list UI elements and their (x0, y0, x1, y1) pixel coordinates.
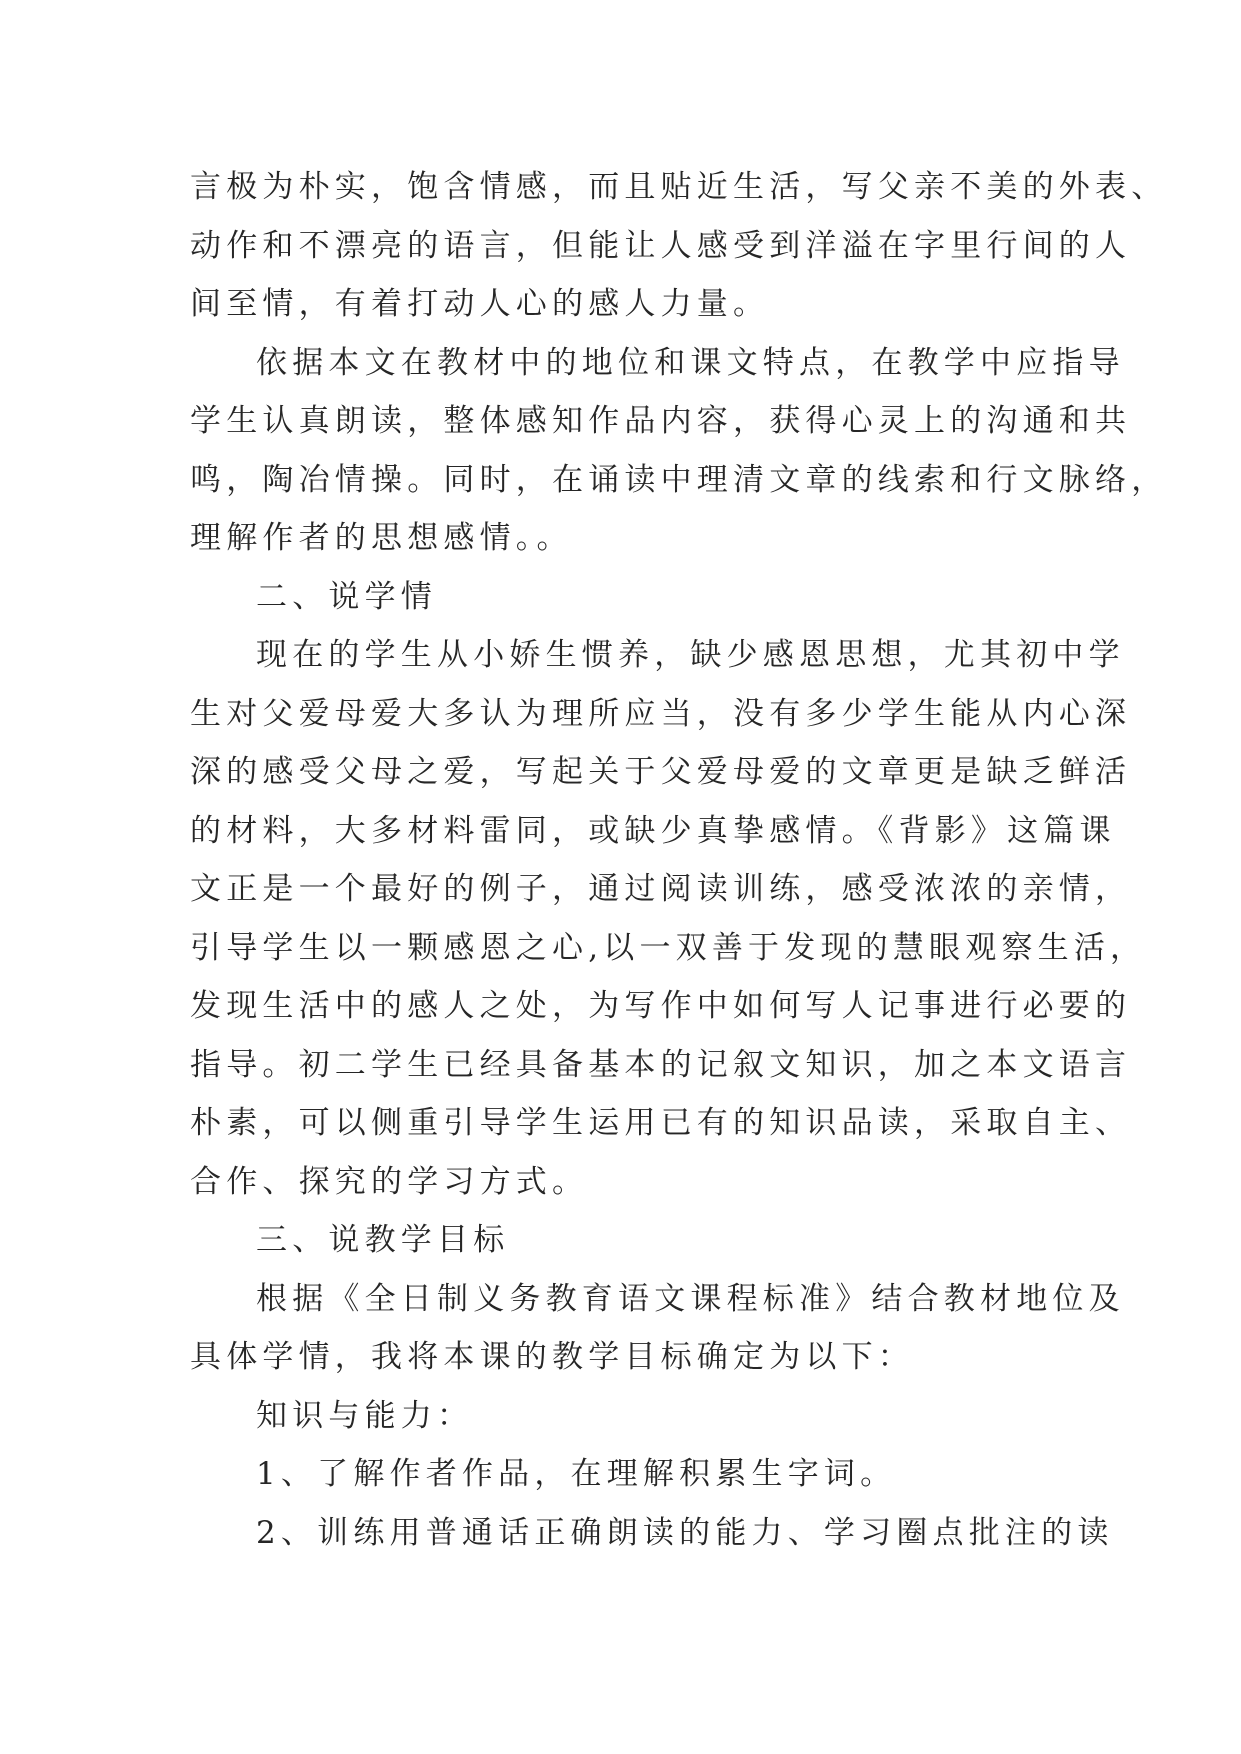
text-line: 文正是一个最好的例子，通过阅读训练，感受浓浓的亲情， (190, 871, 1132, 907)
section-heading-student-situation: 二、说学情 (256, 578, 437, 615)
text-line: 生对父爱母爱大多认为理所应当，没有多少学生能从内心深 (190, 695, 1132, 732)
document-body (190, 158, 1168, 1562)
text-line: 引导学生以一颗感恩之心,以一双善于发现的慧眼观察生活， (190, 929, 1147, 966)
paragraph-students (190, 626, 1147, 1211)
text-line: 现在的学生从小娇生惯养，缺少感恩思想，尤其初中学 (256, 637, 1125, 673)
goal-item-1: 1、了解作者作品，在理解积累生字词。 (256, 1456, 897, 1492)
text-line: 合作、探究的学习方式。 (190, 1163, 589, 1200)
section-heading-teaching-goals: 三、说教学目标 (256, 1222, 510, 1258)
text-line: 深的感受父母之爱，写起关于父爱母爱的文章更是缺乏鲜活 (190, 754, 1132, 790)
knowledge-ability-label: 知识与能力： (256, 1397, 474, 1434)
text-line: 言极为朴实，饱含情感，而且贴近生活，写父亲不美的外表、 (190, 169, 1168, 205)
text-line: 具体学情，我将本课的教学目标确定为以下： (190, 1339, 914, 1375)
paragraph-goals (190, 1270, 1125, 1387)
text-line: 理解作者的思想感情。。 (190, 520, 573, 556)
text-line: 朴素，可以侧重引导学生运用已有的知识品读，采取自主、 (190, 1105, 1132, 1141)
paragraph-intro (190, 158, 1168, 334)
text-line: 学生认真朗读，整体感知作品内容，获得心灵上的沟通和共 (190, 403, 1132, 439)
text-line: 发现生活中的感人之处，为写作中如何写人记事进行必要的 (190, 988, 1132, 1024)
paragraph-basis (190, 334, 1168, 568)
text-line: 鸣，陶冶情操。同时，在诵读中理清文章的线索和行文脉络， (190, 461, 1168, 498)
text-line: 间至情，有着打动人心的感人力量。 (190, 286, 770, 322)
text-line: 的材料，大多材料雷同，或缺少真挚感情。《背影》这篇课 (190, 812, 1116, 849)
goal-item-2: 2、训练用普通话正确朗读的能力、学习圈点批注的读 (256, 1514, 1114, 1551)
text-line: 指导。初二学生已经具备基本的记叙文知识，加之本文语言 (190, 1046, 1132, 1083)
text-line: 根据《全日制义务教育语文课程标准》结合教材地位及 (256, 1280, 1125, 1317)
text-line: 依据本文在教材中的地位和课文特点，在教学中应指导 (256, 344, 1125, 381)
text-line: 动作和不漂亮的语言，但能让人感受到洋溢在字里行间的人 (190, 227, 1132, 264)
